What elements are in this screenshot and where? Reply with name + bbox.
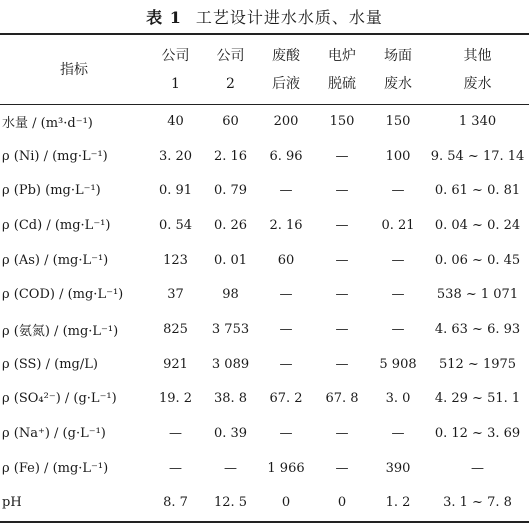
- row-label: pH: [2, 495, 22, 511]
- table-cell: —: [279, 287, 293, 303]
- table-row: [0, 208, 529, 243]
- table-row: [0, 277, 529, 312]
- column-header-line: 脱硫: [328, 75, 356, 92]
- row-label: ρ (氨氮) / (mg·L⁻¹): [2, 323, 119, 339]
- table-number: 表 1: [146, 8, 182, 27]
- table-cell: —: [279, 356, 293, 372]
- table-cell: 3. 0: [385, 391, 411, 407]
- row-label: ρ (COD) / (mg·L⁻¹): [2, 287, 124, 303]
- table-cell: 3 753: [211, 321, 250, 337]
- row-label: ρ (Na⁺) / (g·L⁻¹): [2, 426, 106, 442]
- column-header-line: 1: [171, 75, 180, 92]
- column-header: [148, 35, 203, 104]
- table-cell: —: [169, 460, 182, 476]
- table-row: [0, 486, 529, 521]
- column-header-line: 废水: [463, 75, 492, 92]
- table-cell: —: [391, 183, 405, 199]
- table-cell: 150: [385, 113, 411, 129]
- table-cell: —: [335, 252, 349, 268]
- table-cell: —: [279, 183, 293, 199]
- table-cell: 98: [222, 287, 239, 303]
- table-cell: 0. 06 ~ 0. 45: [434, 252, 521, 268]
- bottom-rule: [0, 521, 529, 523]
- table-cell: 0. 01: [213, 252, 248, 268]
- table-cell: 19. 2: [158, 391, 193, 407]
- table-cell: —: [335, 460, 349, 476]
- row-label: ρ (SS) / (mg/L): [2, 356, 98, 372]
- table-cell: —: [335, 287, 349, 303]
- table-cell: —: [391, 287, 405, 303]
- row-label: ρ (Ni) / (mg·L⁻¹): [2, 148, 108, 164]
- table-cell: 3. 20: [158, 148, 193, 164]
- column-header: [0, 35, 148, 104]
- table-row: [0, 312, 529, 347]
- column-header: [258, 35, 314, 104]
- table-cell: —: [335, 217, 349, 233]
- table-cell: 1. 2: [385, 495, 411, 511]
- table-cell: 200: [273, 113, 299, 129]
- column-header-line: 公司: [161, 47, 190, 64]
- table-row: [0, 416, 529, 451]
- table-cell: 100: [385, 148, 411, 164]
- row-label: ρ (As) / (mg·L⁻¹): [2, 252, 109, 268]
- column-header-line: 电炉: [328, 47, 356, 64]
- table-row: [0, 451, 529, 486]
- column-header: [203, 35, 258, 104]
- table-cell: —: [391, 252, 405, 268]
- table-cell: 2. 16: [269, 217, 303, 233]
- table-cell: 67. 8: [325, 391, 359, 407]
- table-caption: [0, 5, 529, 28]
- table-cell: 40: [167, 113, 184, 129]
- table-cell: 0. 26: [213, 217, 248, 233]
- table-cell: 6. 96: [269, 148, 303, 164]
- column-header: [426, 35, 529, 104]
- table-cell: 0. 79: [213, 183, 248, 199]
- table-cell: —: [335, 148, 349, 164]
- table-cell: 3 089: [211, 356, 250, 372]
- column-header-line: 后液: [272, 75, 300, 92]
- table-cell: 538 ~ 1 071: [436, 287, 519, 303]
- row-label: ρ (Fe) / (mg·L⁻¹): [2, 460, 109, 476]
- table-cell: —: [391, 426, 405, 442]
- row-label: 水量 / (m³·d⁻¹): [2, 115, 93, 131]
- table-cell: —: [335, 426, 349, 442]
- table-cell: 150: [329, 113, 355, 129]
- table-cell: —: [335, 183, 349, 199]
- table-cell: 0. 12 ~ 3. 69: [434, 426, 521, 442]
- table-cell: —: [279, 321, 293, 337]
- row-label: ρ (SO₄²⁻) / (g·L⁻¹): [2, 391, 117, 407]
- table-row: [0, 173, 529, 208]
- header-row: [0, 35, 529, 104]
- table-cell: 4. 63 ~ 6. 93: [434, 321, 521, 337]
- table-cell: 3. 1 ~ 7. 8: [443, 495, 512, 511]
- table-cell: —: [169, 426, 182, 442]
- table-cell: 12. 5: [213, 495, 248, 511]
- column-header-line: 废酸: [272, 47, 300, 64]
- table-cell: 9. 54 ~ 17. 14: [430, 148, 525, 164]
- column-header: [370, 35, 426, 104]
- table-cell: 0. 21: [381, 217, 415, 233]
- column-header-line: 废水: [384, 75, 412, 92]
- table-cell: —: [335, 356, 349, 372]
- table-cell: —: [224, 460, 237, 476]
- table-cell: 37: [167, 287, 184, 303]
- table-cell: 0: [337, 495, 347, 511]
- table-cell: 825: [163, 321, 188, 337]
- table-cell: 0: [281, 495, 291, 511]
- column-header-line: 公司: [216, 47, 245, 64]
- table-cell: 8. 7: [163, 495, 188, 511]
- table-cell: 512 ~ 1975: [438, 356, 517, 372]
- table-cell: 67. 2: [269, 391, 303, 407]
- table-cell: 60: [222, 113, 239, 129]
- table-row: [0, 382, 529, 417]
- table-body: [0, 104, 529, 520]
- column-header-line: 其他: [463, 47, 492, 64]
- table-row: [0, 243, 529, 278]
- column-header-line: 指标: [60, 61, 88, 78]
- table-cell: 921: [163, 356, 188, 372]
- table-cell: 38. 8: [213, 391, 248, 407]
- table-cell: 0. 54: [158, 217, 193, 233]
- table-row: [0, 139, 529, 174]
- table-cell: 2. 16: [213, 148, 248, 164]
- table-cell: 390: [385, 460, 411, 476]
- column-header-line: 2: [226, 75, 235, 92]
- table-cell: 4. 29 ~ 51. 1: [434, 391, 521, 407]
- table-cell: 1 966: [267, 460, 305, 476]
- table-cell: 0. 39: [213, 426, 248, 442]
- column-header-line: 场面: [384, 47, 412, 64]
- table-cell: 5 908: [379, 356, 417, 372]
- row-label: ρ (Cd) / (mg·L⁻¹): [2, 217, 111, 233]
- table-row: [0, 104, 529, 139]
- table-cell: 0. 91: [158, 183, 193, 199]
- water-quality-table: [0, 35, 529, 520]
- table-cell: —: [391, 321, 405, 337]
- table-title: 工艺设计进水水质、水量: [195, 8, 383, 27]
- table-cell: —: [471, 460, 484, 476]
- table-cell: 0. 04 ~ 0. 24: [434, 217, 521, 233]
- table-cell: —: [279, 426, 293, 442]
- table-row: [0, 347, 529, 382]
- table-cell: 1 340: [458, 113, 497, 129]
- table-cell: —: [335, 321, 349, 337]
- row-label: ρ (Pb) (mg·L⁻¹): [2, 183, 101, 199]
- table-cell: 123: [163, 252, 188, 268]
- column-header: [314, 35, 370, 104]
- table-cell: 60: [277, 252, 295, 268]
- table-cell: 0. 61 ~ 0. 81: [434, 183, 521, 199]
